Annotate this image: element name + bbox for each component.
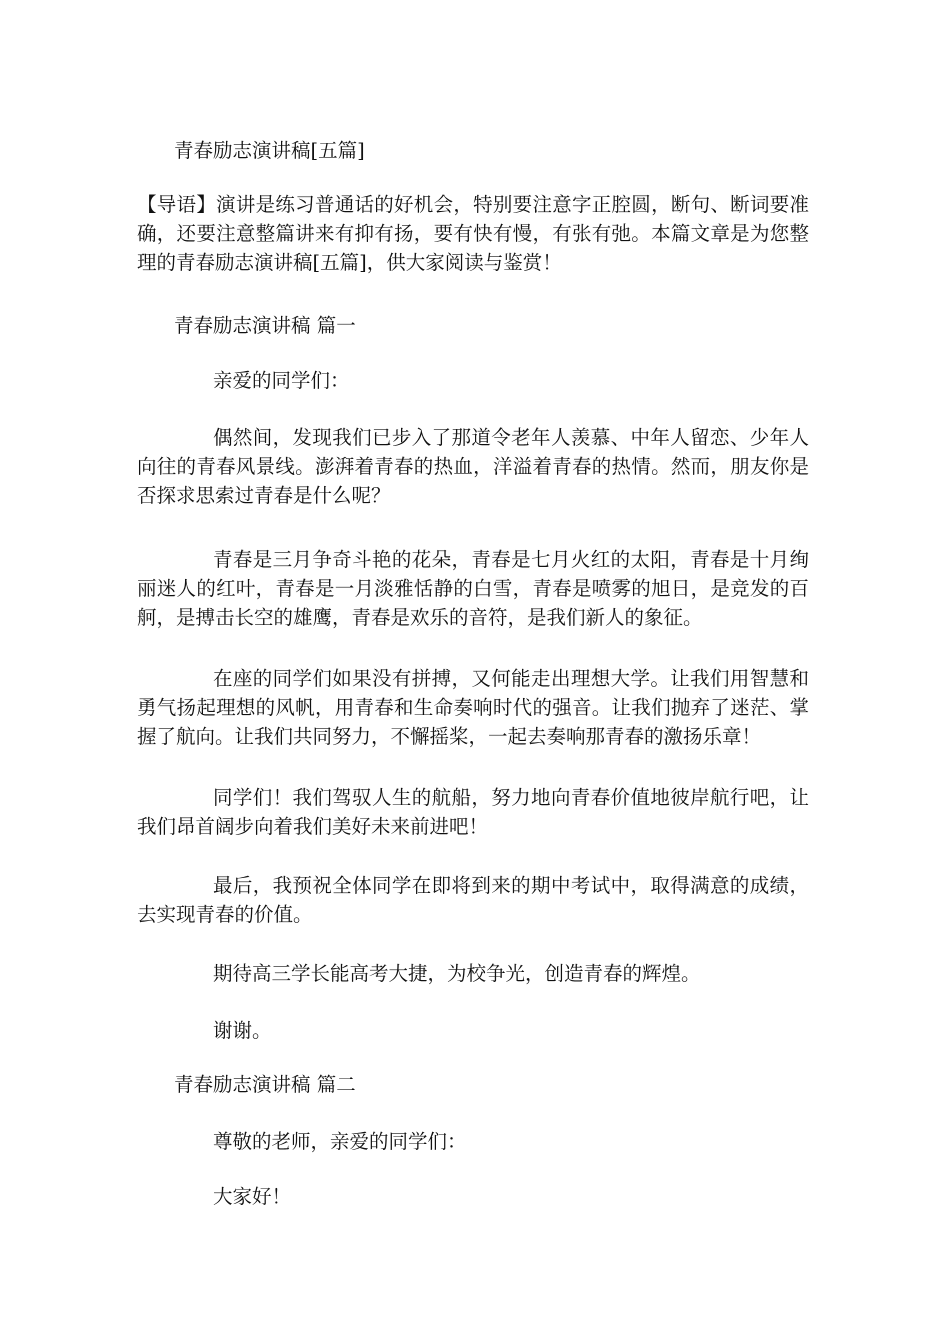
body-paragraph: 大家好！	[213, 1185, 292, 1208]
body-paragraph: 期待高三学长能高考大捷，为校争光，创造青春的辉煌。	[213, 962, 701, 985]
document-title: 青春励志演讲稿[五篇]	[174, 139, 365, 162]
salutation-2: 尊敬的老师，亲爱的同学们：	[213, 1130, 467, 1153]
section-heading-1: 青春励志演讲稿 篇一	[174, 314, 356, 337]
body-paragraph: 同学们！我们驾驭人生的航船，努力地向青春价值地彼岸航行吧，让我们昂首阔步向着我们美好未来前进吧！	[137, 786, 809, 838]
salutation-1: 亲爱的同学们：	[213, 369, 350, 392]
body-paragraph: 在座的同学们如果没有拼搏，又何能走出理想大学。让我们用智慧和勇气扬起理想的风帆，用青春和生命奏响时代的强音。让我们抛弃了迷茫、掌握了航向。让我们共同努力，不懈摇桨，一起去奏响那青春的激扬乐章！	[137, 667, 809, 748]
body-paragraph: 最后，我预祝全体同学在即将到来的期中考试中，取得满意的成绩，去实现青春的价值。	[137, 874, 809, 926]
intro-paragraph: 【导语】演讲是练习普通话的好机会，特别要注意字正腔圆，断句、断词要准确，还要注意整篇讲来有抑有扬，要有快有慢，有张有弛。本篇文章是为您整理的青春励志演讲稿[五篇]，供大家阅读与鉴赏！	[137, 193, 809, 274]
section-heading-2: 青春励志演讲稿 篇二	[174, 1073, 356, 1096]
body-paragraph: 偶然间，发现我们已步入了那道令老年人羡慕、中年人留恋、少年人向往的青春风景线。澎湃着青春的热血，洋溢着青春的热情。然而，朋友你是否探求思索过青春是什么呢？	[137, 426, 809, 507]
body-paragraph: 青春是三月争奇斗艳的花朵，青春是七月火红的太阳，青春是十月绚丽迷人的红叶，青春是一月淡雅恬静的白雪，青春是喷雾的旭日，是竞发的百舸，是搏击长空的雄鹰，青春是欢乐的音符，是我们新人的象征。	[137, 548, 809, 629]
body-paragraph: 谢谢。	[213, 1019, 272, 1042]
